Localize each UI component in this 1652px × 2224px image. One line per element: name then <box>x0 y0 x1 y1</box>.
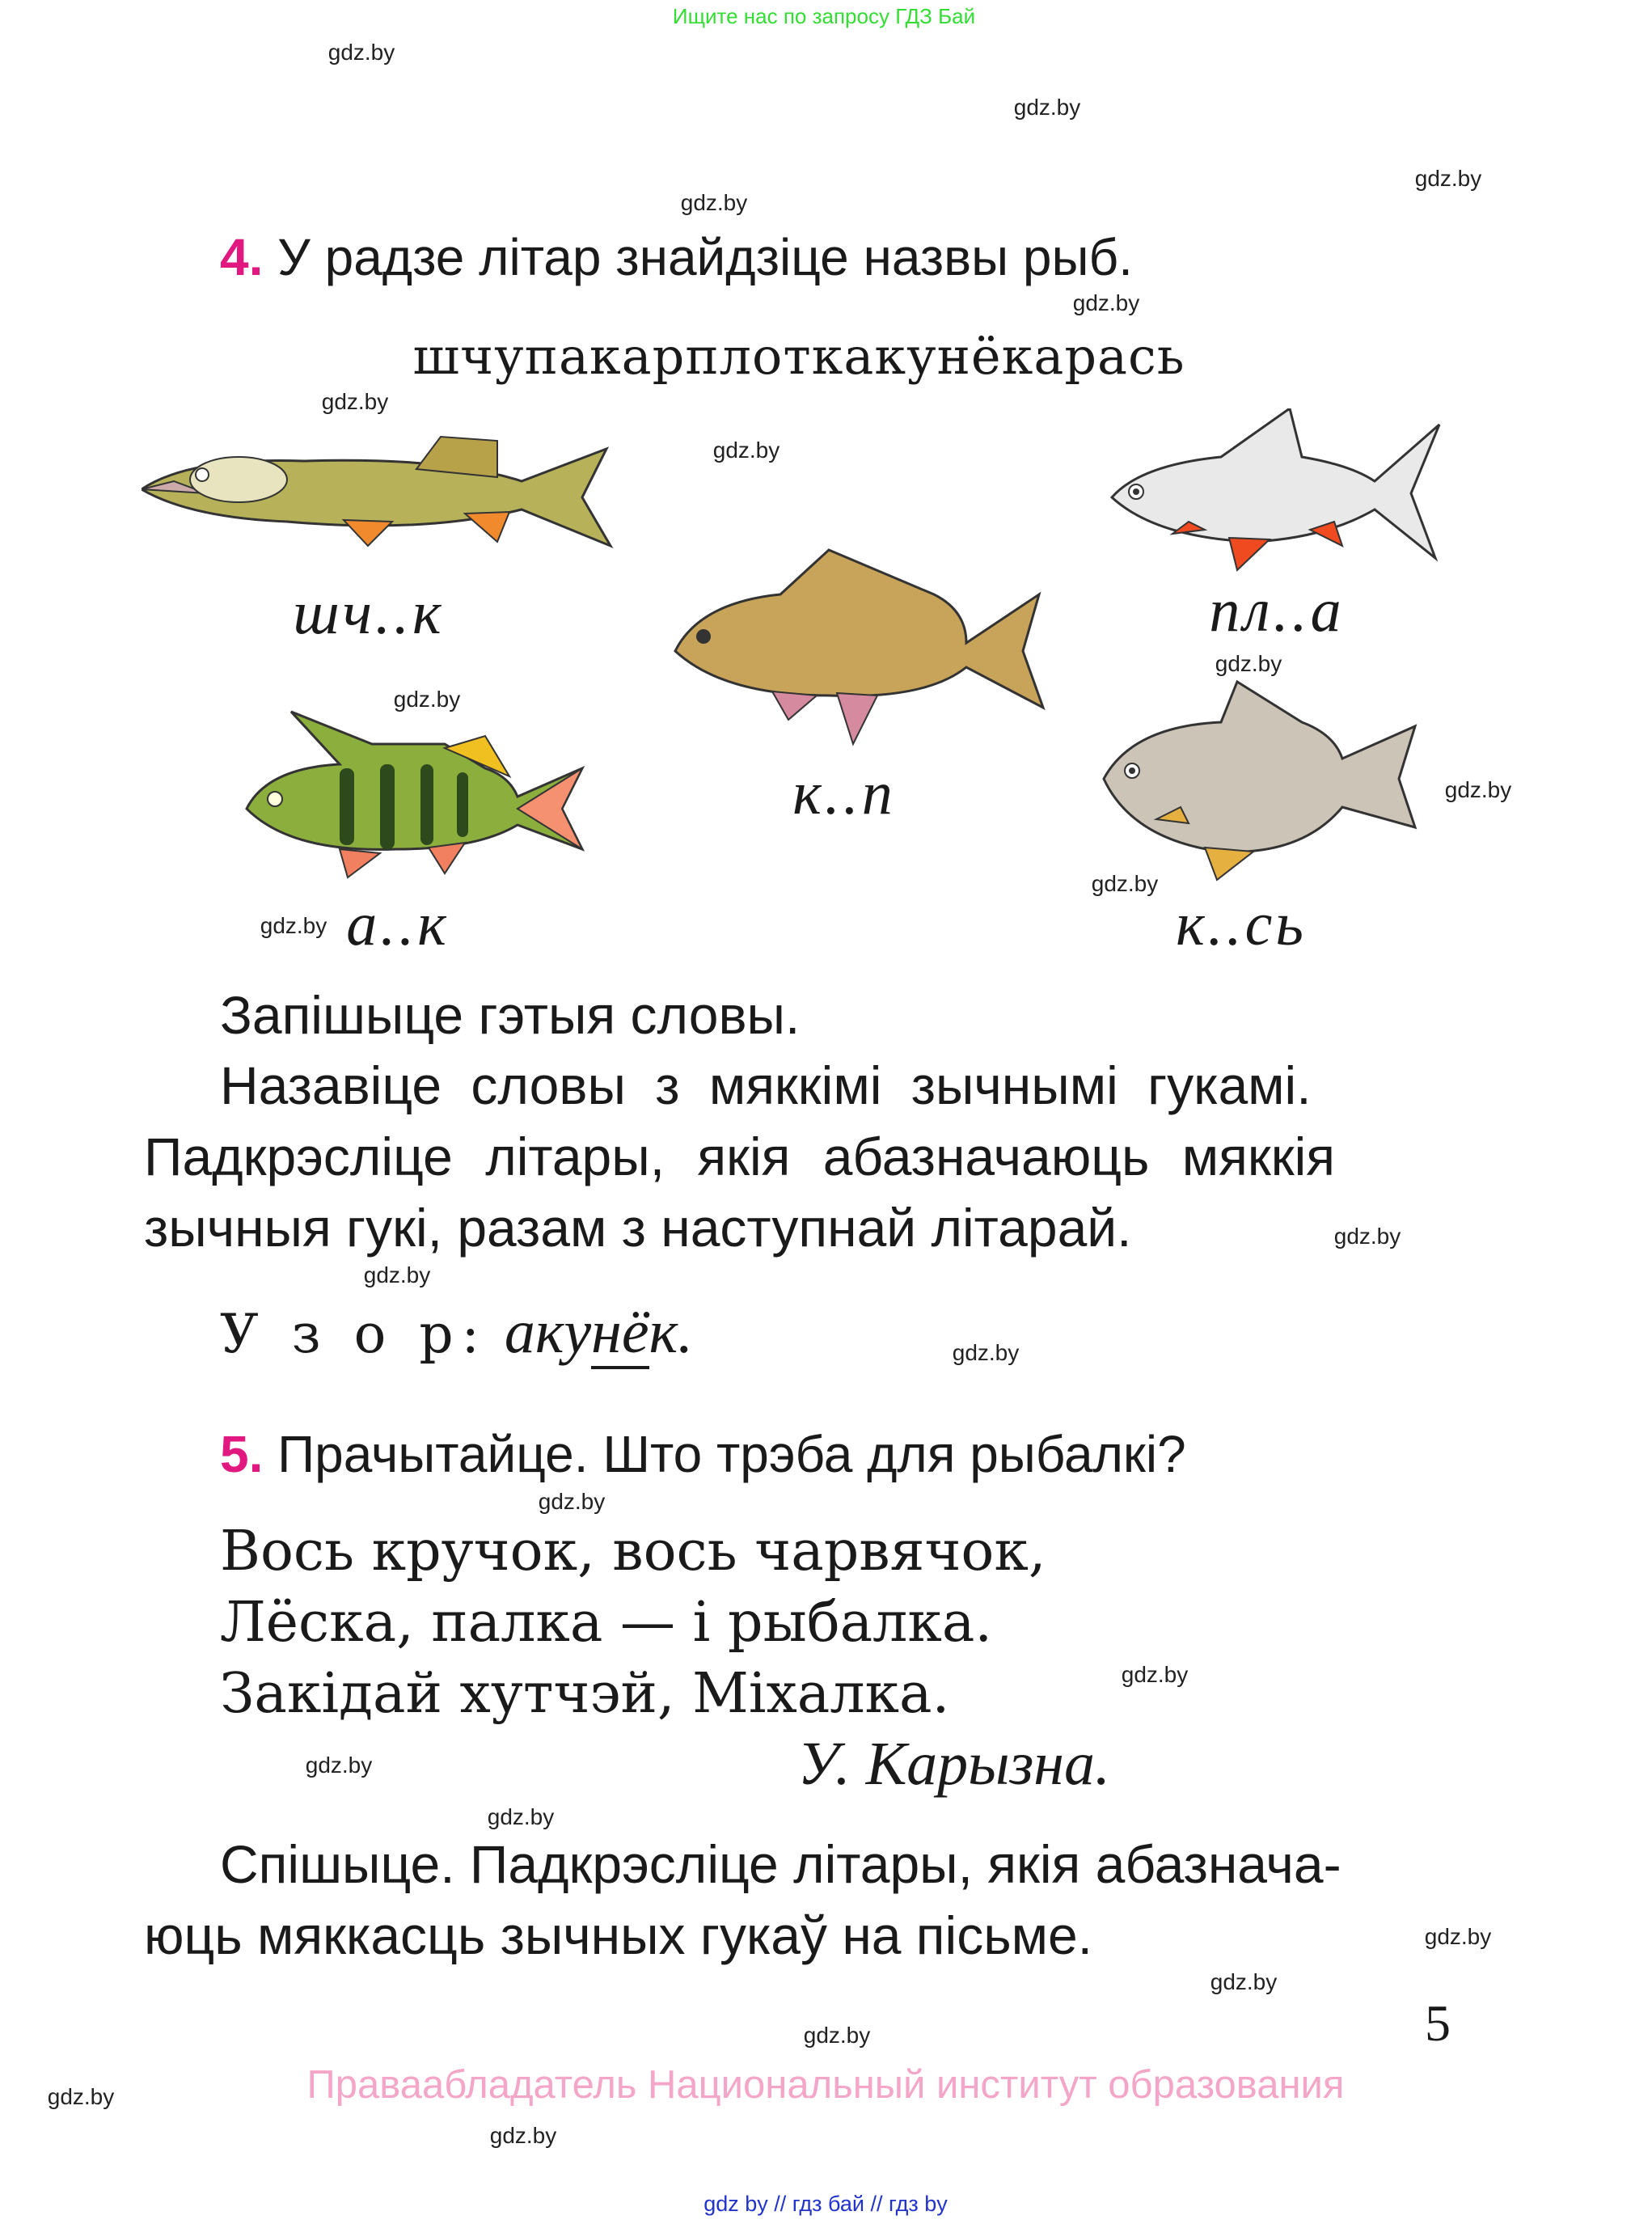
watermark: gdz.by <box>1333 1224 1401 1249</box>
letter-string: шчупакарплоткакунёкарась <box>412 327 1185 386</box>
task-5-heading <box>220 1426 1186 1482</box>
poem-author: У. Карызна. <box>797 1730 1110 1798</box>
watermark: gdz.by <box>363 1262 431 1287</box>
watermark: gdz.by <box>1091 871 1159 896</box>
watermark: gdz.by <box>712 438 780 463</box>
instruction-line <box>220 1055 1453 1117</box>
watermark: gdz.by <box>1121 1662 1189 1687</box>
perch-illustration <box>243 704 586 882</box>
watermark: gdz.by <box>260 913 327 938</box>
task-title: Прачытайце. Што трэба для рыбалкі? <box>277 1425 1186 1483</box>
watermark: gdz.by <box>1444 777 1512 802</box>
watermark: gdz.by <box>952 1340 1020 1365</box>
page-number: 5 <box>1425 1994 1451 2052</box>
watermark: gdz.by <box>327 40 395 65</box>
pike-illustration <box>142 425 615 562</box>
crucian-illustration <box>1100 678 1423 884</box>
watermark: gdz.by <box>1013 95 1081 120</box>
example-word: аку <box>504 1298 592 1366</box>
watermark: gdz.by <box>1424 1924 1492 1949</box>
watermark: gdz.by <box>47 2084 115 2109</box>
watermark: gdz.by <box>1072 290 1140 315</box>
instruction-line: Падкрэсліце літары, якія абазначаюць мяккія <box>144 1127 1336 1186</box>
instruction-line: Запішыце гэтыя словы. <box>220 985 801 1045</box>
fish-label-roach: пл..а <box>1209 577 1345 645</box>
fish-label-perch: а..к <box>346 890 450 958</box>
footer-links[interactable]: gdz by // гдз бай // гдз by <box>703 2192 948 2216</box>
fish-label-crucian: к..сь <box>1176 890 1307 958</box>
watermark: gdz.by <box>803 2023 871 2048</box>
watermark: gdz.by <box>305 1753 373 1778</box>
carp-illustration <box>667 546 1047 748</box>
instruction-line: юць мяккасць зычных гукаў на пісьме. <box>144 1905 1093 1965</box>
example-underline: нё <box>591 1298 649 1369</box>
instruction-line: зычныя гукі, разам з наступнай літарай. <box>144 1198 1132 1258</box>
watermark: gdz.by <box>538 1489 606 1514</box>
fish-label-pike: шч..к <box>293 579 445 647</box>
example <box>220 1297 693 1368</box>
instruction-line: Спішыце. Падкрэсліце літары, якія абазнача- <box>220 1834 1341 1894</box>
watermark: gdz.by <box>1215 651 1282 676</box>
watermark: gdz.by <box>1414 166 1482 191</box>
roach-illustration <box>1108 408 1447 578</box>
top-note: Ищите нас по запросу ГДЗ Бай <box>672 4 976 28</box>
instruction-text: Назавіце словы з мяккімі зычнымі гукамі. <box>220 1055 1312 1115</box>
watermark: gdz.by <box>489 2123 557 2148</box>
poem-line: Лёска, палка — і рыбалка. <box>220 1591 993 1655</box>
task-title: У радзе літар знайдзіце назвы рыб. <box>277 228 1133 286</box>
watermark: gdz.by <box>680 190 748 215</box>
watermark: gdz.by <box>487 1804 555 1829</box>
task-number: 4. <box>220 228 264 286</box>
example-word-end: к. <box>649 1298 694 1366</box>
poem-line: Закідай хутчэй, Міхалка. <box>220 1662 950 1726</box>
task-number: 5. <box>220 1425 264 1483</box>
watermark: gdz.by <box>321 389 389 414</box>
watermark: gdz.by <box>1210 1969 1278 1994</box>
copyright-footer: Праваабладатель Национальный институт образования <box>306 2063 1345 2107</box>
poem-line: Вось кручок, вось чарвячок, <box>220 1520 1046 1583</box>
task-4-heading <box>220 229 1133 285</box>
watermark: gdz.by <box>393 687 461 712</box>
example-label: У з о р: <box>220 1303 488 1365</box>
fish-label-carp: к..п <box>792 759 896 827</box>
